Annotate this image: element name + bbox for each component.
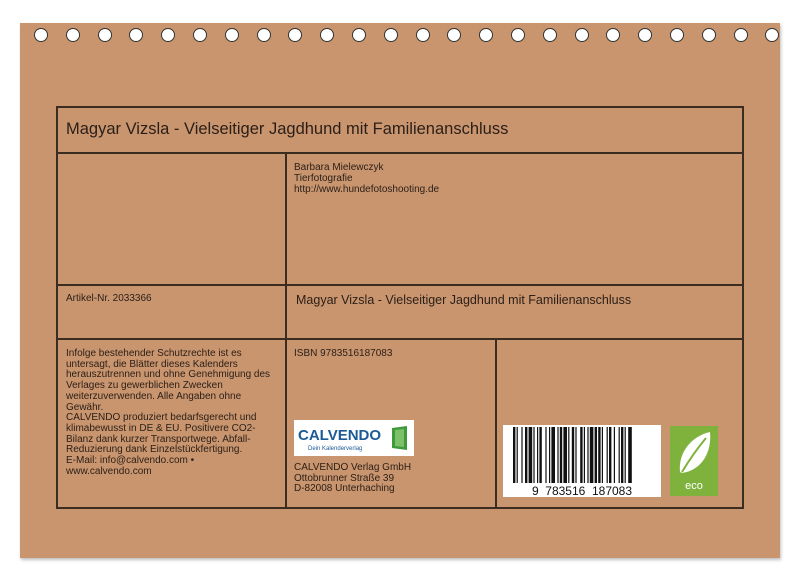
logo-tagline-text: Dein Kalenderverlag bbox=[308, 446, 363, 452]
barcode-bar bbox=[560, 427, 562, 483]
binding-hole bbox=[670, 28, 684, 42]
barcode-bar bbox=[602, 427, 603, 483]
binding-hole bbox=[384, 28, 398, 42]
barcode-bar bbox=[557, 427, 558, 483]
barcode-bar bbox=[625, 427, 626, 483]
barcode-bar bbox=[549, 427, 550, 483]
image-box bbox=[56, 152, 287, 286]
eco-label bbox=[670, 426, 718, 496]
binding-hole bbox=[702, 28, 716, 42]
barcode-bar bbox=[580, 427, 582, 483]
author-website: http://www.hundefotoshooting.de bbox=[294, 184, 440, 195]
isbn: ISBN 9783516187083 bbox=[294, 348, 393, 359]
binding-hole bbox=[288, 28, 302, 42]
calvendo-logo bbox=[294, 420, 414, 456]
barcode-bar bbox=[587, 427, 588, 483]
article-number: Artikel-Nr. 2033366 bbox=[66, 293, 152, 304]
binding-hole bbox=[447, 28, 461, 42]
binding-hole bbox=[511, 28, 525, 42]
barcode-bar bbox=[614, 427, 615, 483]
binding-hole bbox=[129, 28, 143, 42]
barcode-number: 9 783516 187083 bbox=[531, 484, 633, 498]
barcode-bar bbox=[525, 427, 527, 483]
barcode-bar bbox=[545, 427, 546, 483]
barcode-bar bbox=[595, 427, 597, 483]
author-name: Barbara Mielewczyk bbox=[294, 162, 384, 173]
author-profession: Tierfotografie bbox=[294, 173, 353, 184]
barcode-bar bbox=[607, 427, 608, 483]
barcode-bar bbox=[590, 427, 594, 483]
logo-calendar-page-icon bbox=[395, 429, 404, 447]
barcode-bar bbox=[598, 427, 600, 483]
barcode-bar bbox=[584, 427, 585, 483]
calendar-title: Magyar Vizsla - Vielseitiger Jagdhund mit Familienanschluss bbox=[66, 120, 509, 138]
binding-hole bbox=[34, 28, 48, 42]
barcode-bar bbox=[568, 427, 569, 483]
barcode-bar bbox=[628, 427, 632, 483]
binding-hole bbox=[193, 28, 207, 42]
binding-hole bbox=[416, 28, 430, 42]
binding-hole bbox=[575, 28, 589, 42]
barcode-bar bbox=[619, 427, 620, 483]
binding-hole bbox=[479, 28, 493, 42]
logo-brand-text: CALVENDO bbox=[298, 427, 382, 444]
barcode-bar bbox=[521, 427, 522, 483]
binding-hole bbox=[606, 28, 620, 42]
barcode-bar bbox=[609, 427, 611, 483]
binding-hole bbox=[765, 28, 779, 42]
barcode-bar bbox=[533, 427, 534, 483]
barcode-bar bbox=[551, 427, 555, 483]
binding-hole bbox=[225, 28, 239, 42]
calvendo-logo-graphic bbox=[294, 420, 414, 456]
binding-hole bbox=[320, 28, 334, 42]
binding-holes bbox=[0, 28, 800, 46]
barcode-bar bbox=[539, 427, 541, 483]
barcode-bar bbox=[537, 427, 538, 483]
eco-text: eco bbox=[685, 480, 703, 492]
barcode-bar bbox=[621, 427, 623, 483]
binding-hole bbox=[98, 28, 112, 42]
subtitle: Magyar Vizsla - Vielseitiger Jagdhund mit Familienanschluss bbox=[296, 293, 632, 307]
barcode-bar bbox=[572, 427, 574, 483]
barcode-bar bbox=[517, 427, 518, 483]
binding-hole bbox=[66, 28, 80, 42]
binding-hole bbox=[734, 28, 748, 42]
binding-hole bbox=[257, 28, 271, 42]
binding-hole bbox=[352, 28, 366, 42]
barcode-bar bbox=[513, 427, 515, 483]
binding-hole bbox=[543, 28, 557, 42]
barcode-bar bbox=[575, 427, 576, 483]
binding-hole bbox=[161, 28, 175, 42]
barcode-bar bbox=[563, 427, 567, 483]
barcode-bar bbox=[529, 427, 533, 483]
publisher-address: CALVENDO Verlag GmbH Ottobrunner Straße 39 D-82008 Unterhaching bbox=[294, 462, 412, 495]
legal-text: Infolge bestehender Schutzrechte ist es untersagt, die Blätter dieses Kalenders herauszutrennen und ohne Genehmigung des Verlages zu gewerblichen Zwecken weiterzuverwenden. Alle Angaben ohne Gewähr. CALVENDO produziert bedarfsgerecht und klimabewusst in DE & EU. Positivere CO2- Bilanz dank kurzer Transportwege. Abfall- Reduzierung dank Einzelstückfertigung. E-Mail: info@calvendo.com • www.calvendo.com bbox=[66, 348, 271, 477]
binding-hole bbox=[638, 28, 652, 42]
